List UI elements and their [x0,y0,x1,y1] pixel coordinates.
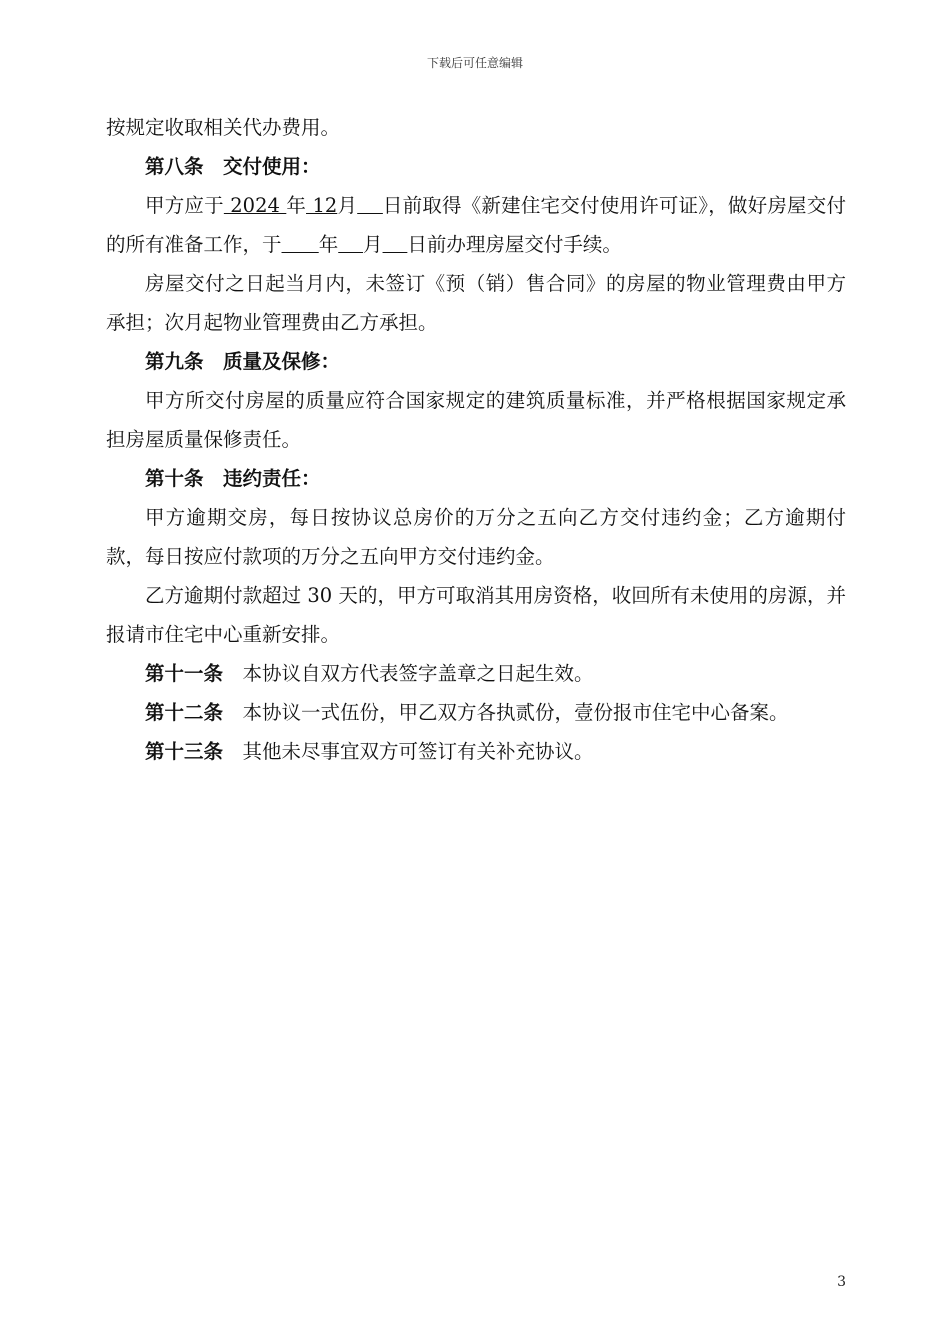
article-number: 第八条 [145,155,204,178]
article-8-heading [106,147,846,186]
handover-month-blank [338,233,363,256]
delivery-day-blank [357,194,383,217]
page-header: 下载后可任意编辑 [426,56,523,70]
article-9-paragraph-1: 甲方所交付房屋的质量应符合国家规定的建筑质量标准，并严格根据国家规定承担房屋质量保修责任。 [106,389,846,451]
article-10-paragraph-1: 甲方逾期交房，每日按协议总房价的万分之五向乙方交付违约金；乙方逾期付款，每日按应付款项的万分之五向甲方交付违约金。 [106,506,846,568]
article-8-paragraph-2: 房屋交付之日起当月内，未签订《预（销）售合同》的房屋的物业管理费由甲方承担；次月起物业管理费由乙方承担。 [106,272,846,334]
page-number: 3 [837,1274,846,1290]
paragraph-continuation: 按规定收取相关代办费用。 [106,116,341,139]
delivery-month-field: 12 [306,194,338,217]
article-number: 第十条 [145,467,204,490]
delivery-year-field: 2024 [223,194,287,217]
article-title: 违约责任： [223,467,321,490]
handover-day-blank [383,233,408,256]
article-10-heading [106,459,846,498]
article-10-paragraph-2: 乙方逾期付款超过 30 天的，甲方可取消其用房资格，收回所有未使用的房源，并报请市住宅中心重新安排。 [106,584,846,646]
article-text: 本协议自双方代表签字盖章之日起生效。 [242,662,594,685]
article-9-heading [106,342,846,381]
article-13 [106,732,846,771]
article-number: 第十三条 [145,740,224,763]
article-11 [106,654,846,693]
article-12 [106,693,846,732]
handover-year-blank [282,233,319,256]
article-8-paragraph-1: 甲方应于 2024 年 12月 日前取得《新建住宅交付使用许可证》，做好房屋交付的所有准备工作，于 年 月 日前办理房屋交付手续。 [106,194,846,256]
article-number: 第十一条 [145,662,224,685]
article-title: 交付使用： [223,155,321,178]
article-title: 质量及保修： [223,350,341,373]
article-number: 第十二条 [145,701,224,724]
document-body [106,108,846,771]
article-number: 第九条 [145,350,204,373]
article-text: 本协议一式伍份，甲乙双方各执贰份，壹份报市住宅中心备案。 [242,701,789,724]
article-text: 其他未尽事宜双方可签订有关补充协议。 [242,740,594,763]
